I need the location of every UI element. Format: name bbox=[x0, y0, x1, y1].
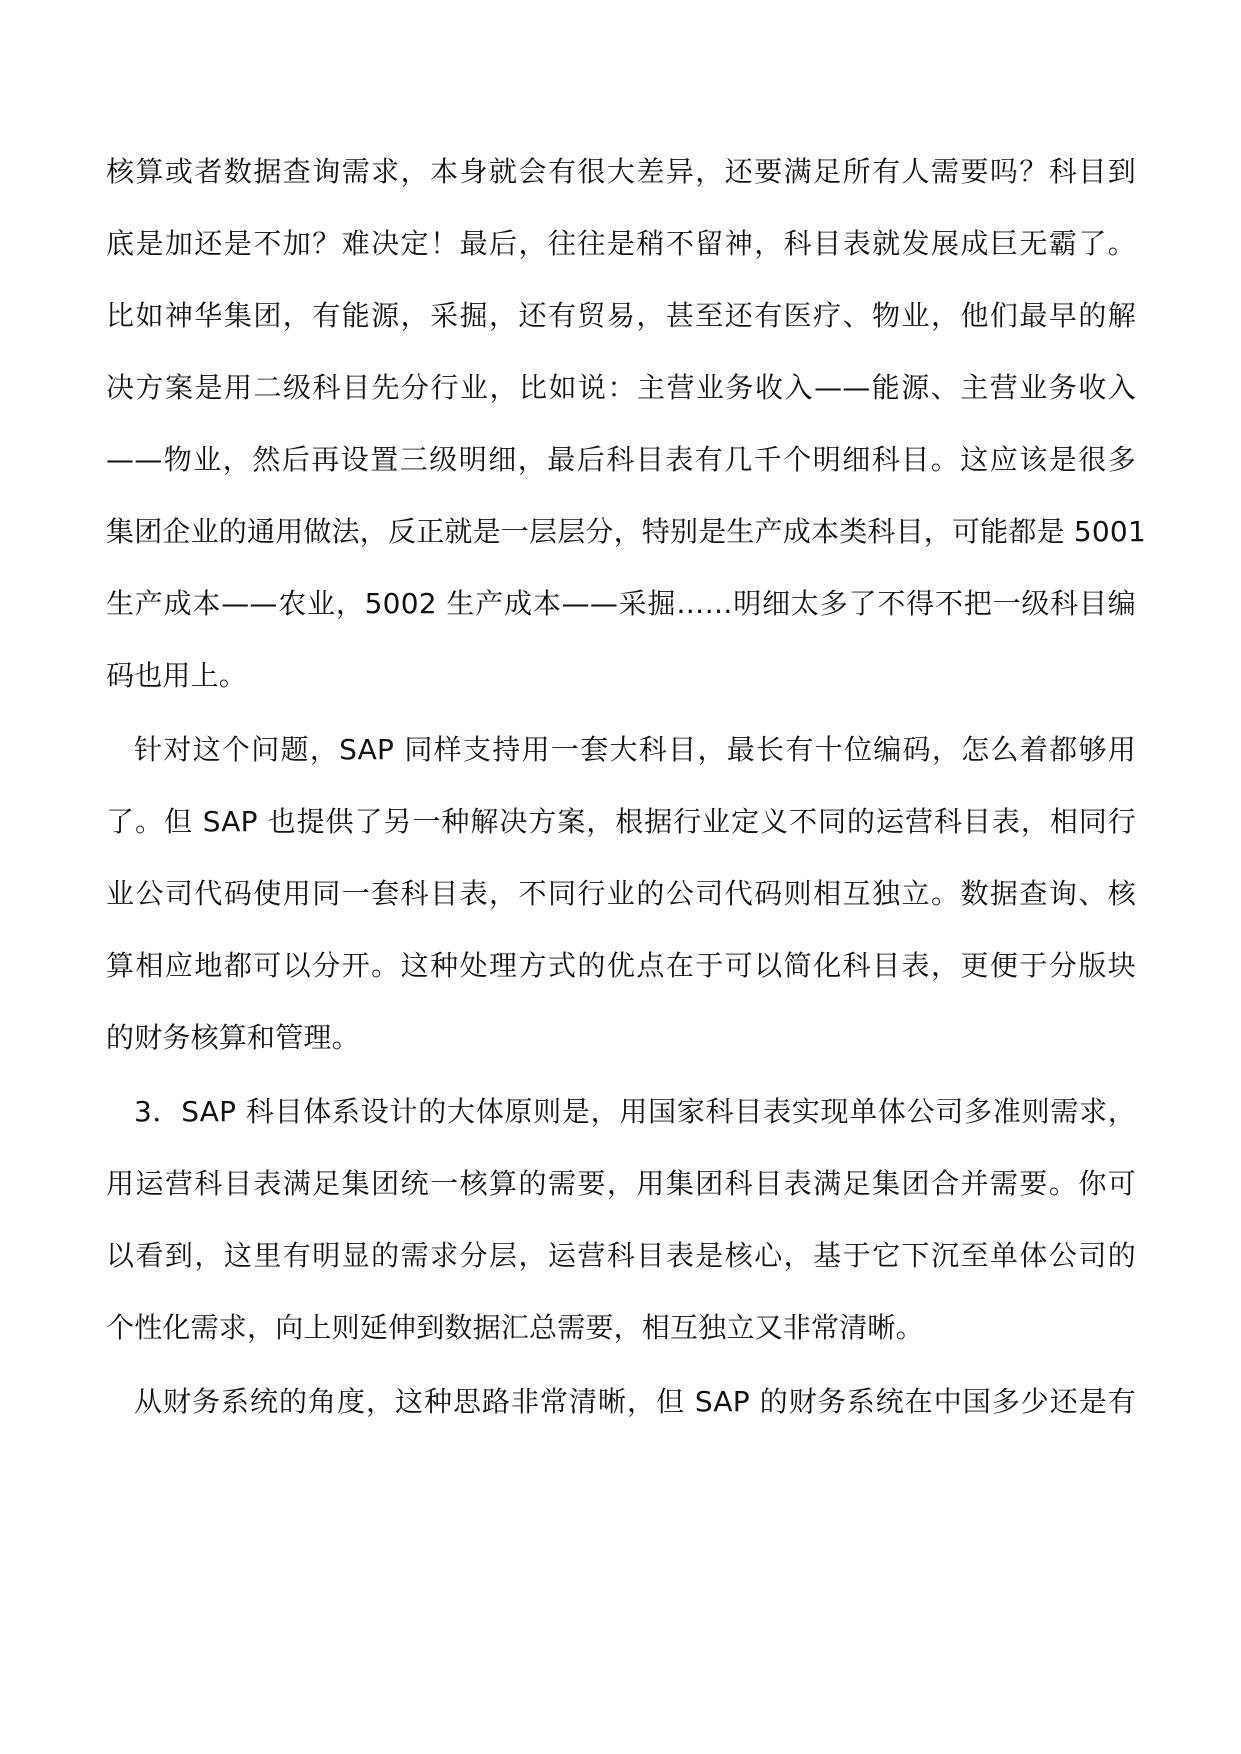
text-line: 生产成本——农业，5002 生产成本——采掘……明细太多了不得不把一级科目编 bbox=[106, 587, 1136, 620]
paragraph-first-line: 3．SAP 科目体系设计的大体原则是，用国家科目表实现单体公司多准则需求， bbox=[134, 1095, 1136, 1128]
text-line: 以看到，这里有明显的需求分层，运营科目表是核心，基于它下沉至单体公司的 bbox=[106, 1239, 1136, 1272]
text-line: 个性化需求，向上则延伸到数据汇总需要，相互独立又非常清晰。 bbox=[106, 1311, 924, 1344]
text-line: 比如神华集团，有能源，采掘，还有贸易，甚至还有医疗、物业，他们最早的解 bbox=[106, 299, 1136, 332]
text-line: 底是加还是不加？难决定！最后，往往是稍不留神，科目表就发展成巨无霸了。 bbox=[106, 227, 1136, 260]
text-line: 算相应地都可以分开。这种处理方式的优点在于可以简化科目表，更便于分版块 bbox=[106, 949, 1136, 982]
text-line: 用运营科目表满足集团统一核算的需要，用集团科目表满足集团合并需要。你可 bbox=[106, 1167, 1136, 1200]
paragraph-first-line: 针对这个问题，SAP 同样支持用一套大科目，最长有十位编码，怎么着都够用 bbox=[134, 733, 1136, 766]
text-line: 的财务核算和管理。 bbox=[106, 1021, 360, 1054]
text-line: 决方案是用二级科目先分行业，比如说：主营业务收入——能源、主营业务收入 bbox=[106, 371, 1136, 404]
text-line: 了。但 SAP 也提供了另一种解决方案，根据行业定义不同的运营科目表，相同行 bbox=[106, 805, 1136, 838]
text-line: 集团企业的通用做法，反正就是一层层分，特别是生产成本类科目，可能都是 5001 bbox=[106, 515, 1146, 548]
text-line: 码也用上。 bbox=[106, 659, 248, 692]
text-line: ——物业，然后再设置三级明细，最后科目表有几千个明细科目。这应该是很多 bbox=[106, 443, 1136, 476]
paragraph-first-line: 从财务系统的角度，这种思路非常清晰，但 SAP 的财务系统在中国多少还是有 bbox=[134, 1385, 1136, 1418]
text-line: 业公司代码使用同一套科目表，不同行业的公司代码则相互独立。数据查询、核 bbox=[106, 877, 1136, 910]
text-line: 核算或者数据查询需求，本身就会有很大差异，还要满足所有人需要吗？科目到 bbox=[106, 155, 1136, 188]
